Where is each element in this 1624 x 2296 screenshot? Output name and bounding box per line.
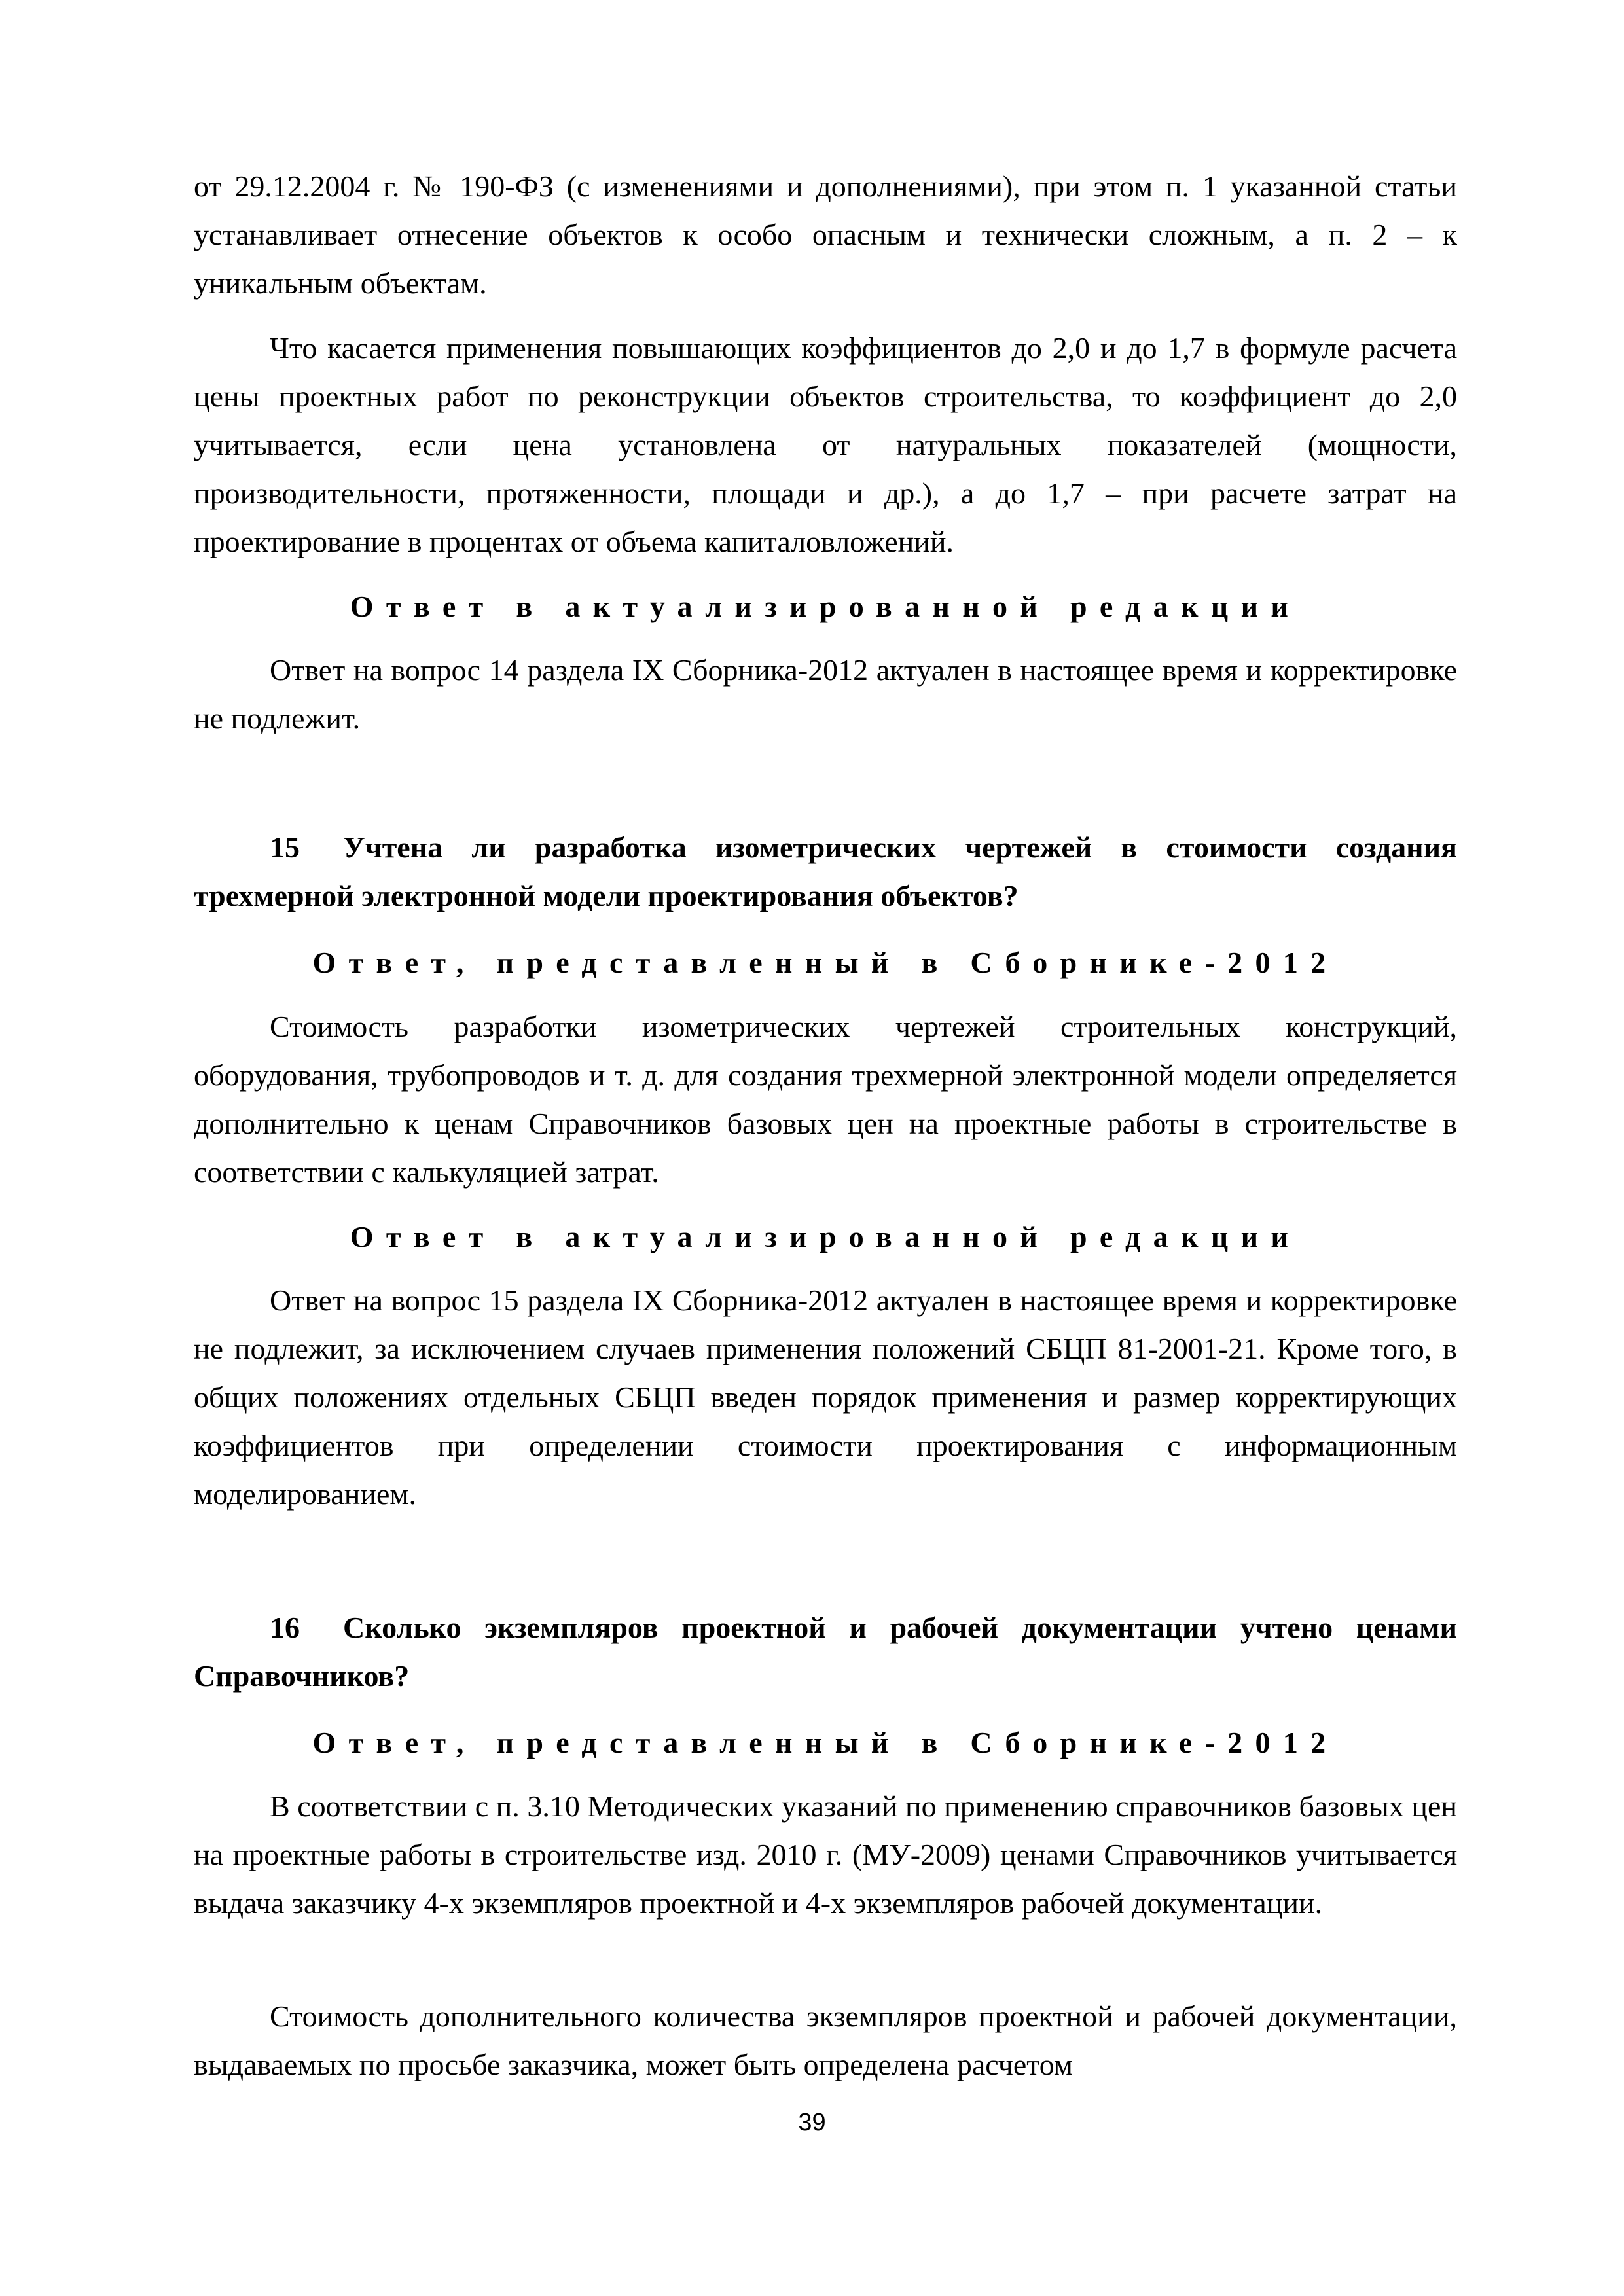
- subheading-collection-answer: Ответ, представленный в Сборнике-2012: [312, 1726, 1339, 1759]
- paragraph-isometric-drawings: Стоимость разработки изометрических чертежей строительных конструкций, оборудования, трубопроводов и т. д. для создания трехмерной электронной модели определяется дополнительно к ценам Справочников базовых цен на проектные работы в строительстве в соответствии с калькуляцией затрат.: [194, 1010, 1457, 1189]
- subheading-updated-answer: Ответ в актуализированной редакции: [350, 590, 1301, 623]
- subheading-updated-answer: Ответ в актуализированной редакции: [350, 1220, 1301, 1253]
- paragraph-answer-15-status: Ответ на вопрос 15 раздела IX Сборника-2012 актуален в настоящее время и корректировке не подлежит, за исключением случаев применения положений СБЦП 81-2001-21. Кроме того, в общих положениях отдельных СБЦП введен порядок применения и размер корректирующих коэффициентов при определении стоимости проектирования с информационным моделированием.: [194, 1283, 1457, 1511]
- subheading-collection-answer: Ответ, представленный в Сборнике-2012: [312, 946, 1339, 979]
- question-number: 15: [270, 831, 300, 864]
- paragraph-coefficients: Что касается применения повышающих коэффициентов до 2,0 и до 1,7 в формуле расчета цены проектных работ по реконструкции объектов строительства, то коэффициент до 2,0 учитывается, если цена установлена от натуральных показателей (мощности, производительности, протяженности, площади и др.), а до 1,7 – при расчете затрат на проектирование в процентах от объема капиталовложений.: [194, 331, 1457, 558]
- paragraph-document-copies: В соответствии с п. 3.10 Методических указаний по применению справочников базовых цен на проектные работы в строительстве изд. 2010 г. (МУ-2009) ценами Справочников учитывается выдача заказчику 4-х экземпляров проектной и 4-х экземпляров рабочей документации.: [194, 1789, 1457, 1920]
- paragraph-additional-copies: Стоимость дополнительного количества экземпляров проектной и рабочей документации, выдаваемых по просьбе заказчика, может быть определена расчетом: [194, 2000, 1457, 2081]
- paragraph-continuation: от 29.12.2004 г. № 190-ФЗ (с изменениями и дополнениями), при этом п. 1 указанной статьи устанавливает отнесение объектов к особо опасным и технически сложным, а п. 2 – к уникальным объектам.: [194, 170, 1457, 300]
- question-text: Сколько экземпляров проектной и рабочей документации учтено ценами Справочников?: [194, 1611, 1457, 1693]
- question-text: Учтена ли разработка изометрических чертежей в стоимости создания трехмерной электронной модели проектирования объектов?: [194, 831, 1457, 912]
- question-16: [194, 1604, 1457, 1700]
- question-number: 16: [270, 1611, 300, 1644]
- page-number: 39: [798, 2109, 826, 2136]
- question-15: [194, 823, 1457, 920]
- paragraph-answer-14-status: Ответ на вопрос 14 раздела IX Сборника-2012 актуален в настоящее время и корректировке не подлежит.: [194, 653, 1457, 735]
